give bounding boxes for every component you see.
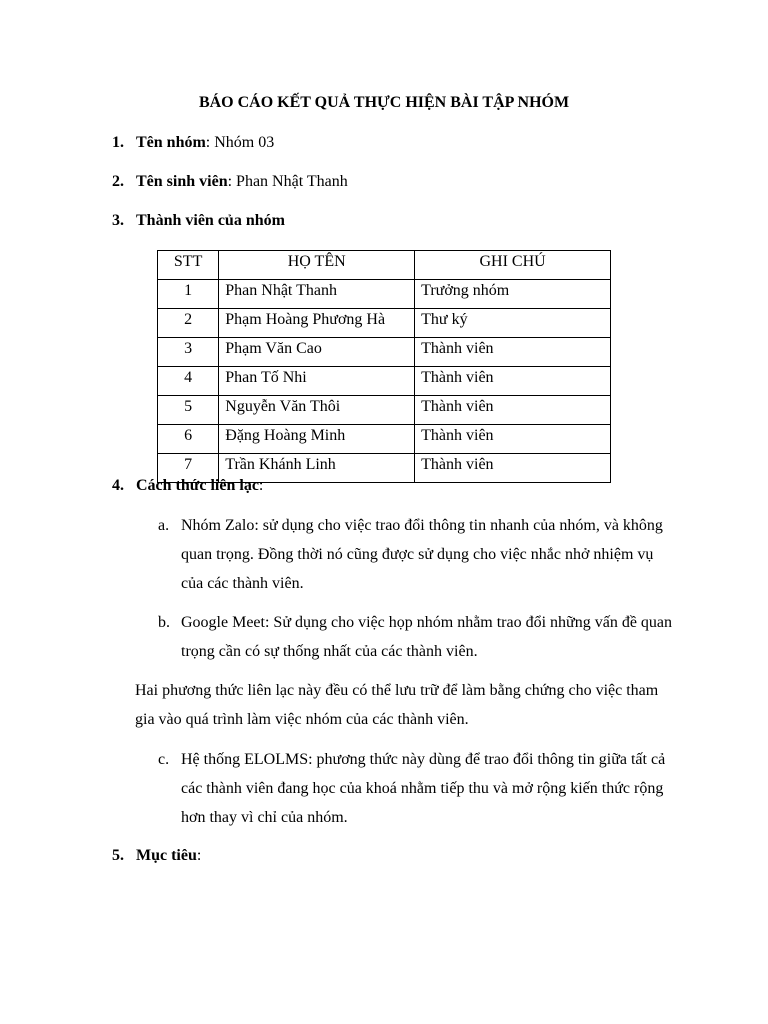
cell-name: Phạm Hoàng Phương Hà [219,309,415,338]
table-row [158,280,611,309]
cell-name: Phan Nhật Thanh [219,280,415,309]
cell-stt: 5 [158,396,219,425]
members-table [157,250,611,483]
table-row [158,338,611,367]
section-value: : Nhóm 03 [205,134,275,151]
cell-name: Phan Tố Nhi [219,367,415,396]
cell-stt: 3 [158,338,219,367]
table-row [158,309,611,338]
cell-note: Thành viên [415,367,611,396]
section-label: Tên nhóm [136,134,206,151]
section-number: 5. [112,847,124,864]
cell-name: Trần Khánh Linh [219,454,415,483]
section-label: Thành viên của nhóm [136,212,285,229]
item-text: Google Meet: Sử dụng cho việc họp nhóm nhằm trao đổi những vấn đề quan trọng cần có sự thống nhất của các thành viên. [181,614,673,660]
section-student-name [112,172,348,192]
section-members [112,211,285,231]
cell-name: Đặng Hoàng Minh [219,425,415,454]
section-label: Cách thức liên lạc [136,477,259,494]
cell-note: Thành viên [415,396,611,425]
section-number: 1. [112,134,124,151]
section-goals [112,846,201,866]
section-label: Tên sinh viên [136,173,228,190]
section-label: Mục tiêu [136,847,197,864]
cell-note: Thành viên [415,425,611,454]
contact-item-zalo [158,511,678,598]
section-number: 2. [112,173,124,190]
table-row [158,425,611,454]
item-letter: a. [158,517,170,534]
section-value: : Phan Nhật Thanh [227,173,348,190]
contact-item-elolms [158,745,678,832]
cell-stt: 7 [158,454,219,483]
cell-name: Phạm Văn Cao [219,338,415,367]
table-row [158,367,611,396]
cell-name: Nguyễn Văn Thôi [219,396,415,425]
cell-stt: 4 [158,367,219,396]
cell-note: Trưởng nhóm [415,280,611,309]
contact-note-paragraph: Hai phương thức liên lạc này đều có thể lưu trữ để làm bằng chứng cho việc tham gia vào quá trình làm việc nhóm của các thành viên. [135,682,659,728]
report-title: BÁO CÁO KẾT QUẢ THỰC HIỆN BÀI TẬP NHÓM [198,94,570,111]
item-letter: b. [158,614,170,631]
item-text: Nhóm Zalo: sử dụng cho việc trao đổi thông tin nhanh của nhóm, và không quan trọng. Đồng thời nó cũng được sử dụng cho việc nhắc nhở nhiệm vụ của các thành viên. [181,517,663,592]
item-letter: c. [158,751,170,768]
cell-stt: 1 [158,280,219,309]
section-group-name [112,133,274,153]
cell-stt: 6 [158,425,219,454]
item-text: Hệ thống ELOLMS: phương thức này dùng để trao đổi thông tin giữa tất cả các thành viên đang học của khoá nhằm tiếp thu và mở rộng kiến thức rộng hơn thay vì chỉ của nhóm. [181,751,666,826]
header-note: GHI CHÚ [415,251,611,280]
cell-stt: 2 [158,309,219,338]
section-number: 4. [112,477,124,494]
header-stt: STT [158,251,219,280]
table-header-row [158,251,611,280]
section-value: : [258,477,264,494]
section-contact [112,476,263,496]
cell-note: Thành viên [415,338,611,367]
contact-item-meet [158,608,678,666]
section-number: 3. [112,212,124,229]
header-name: HỌ TÊN [219,251,415,280]
cell-note: Thành viên [415,454,611,483]
table-row [158,396,611,425]
cell-note: Thư ký [415,309,611,338]
section-value: : [196,847,202,864]
